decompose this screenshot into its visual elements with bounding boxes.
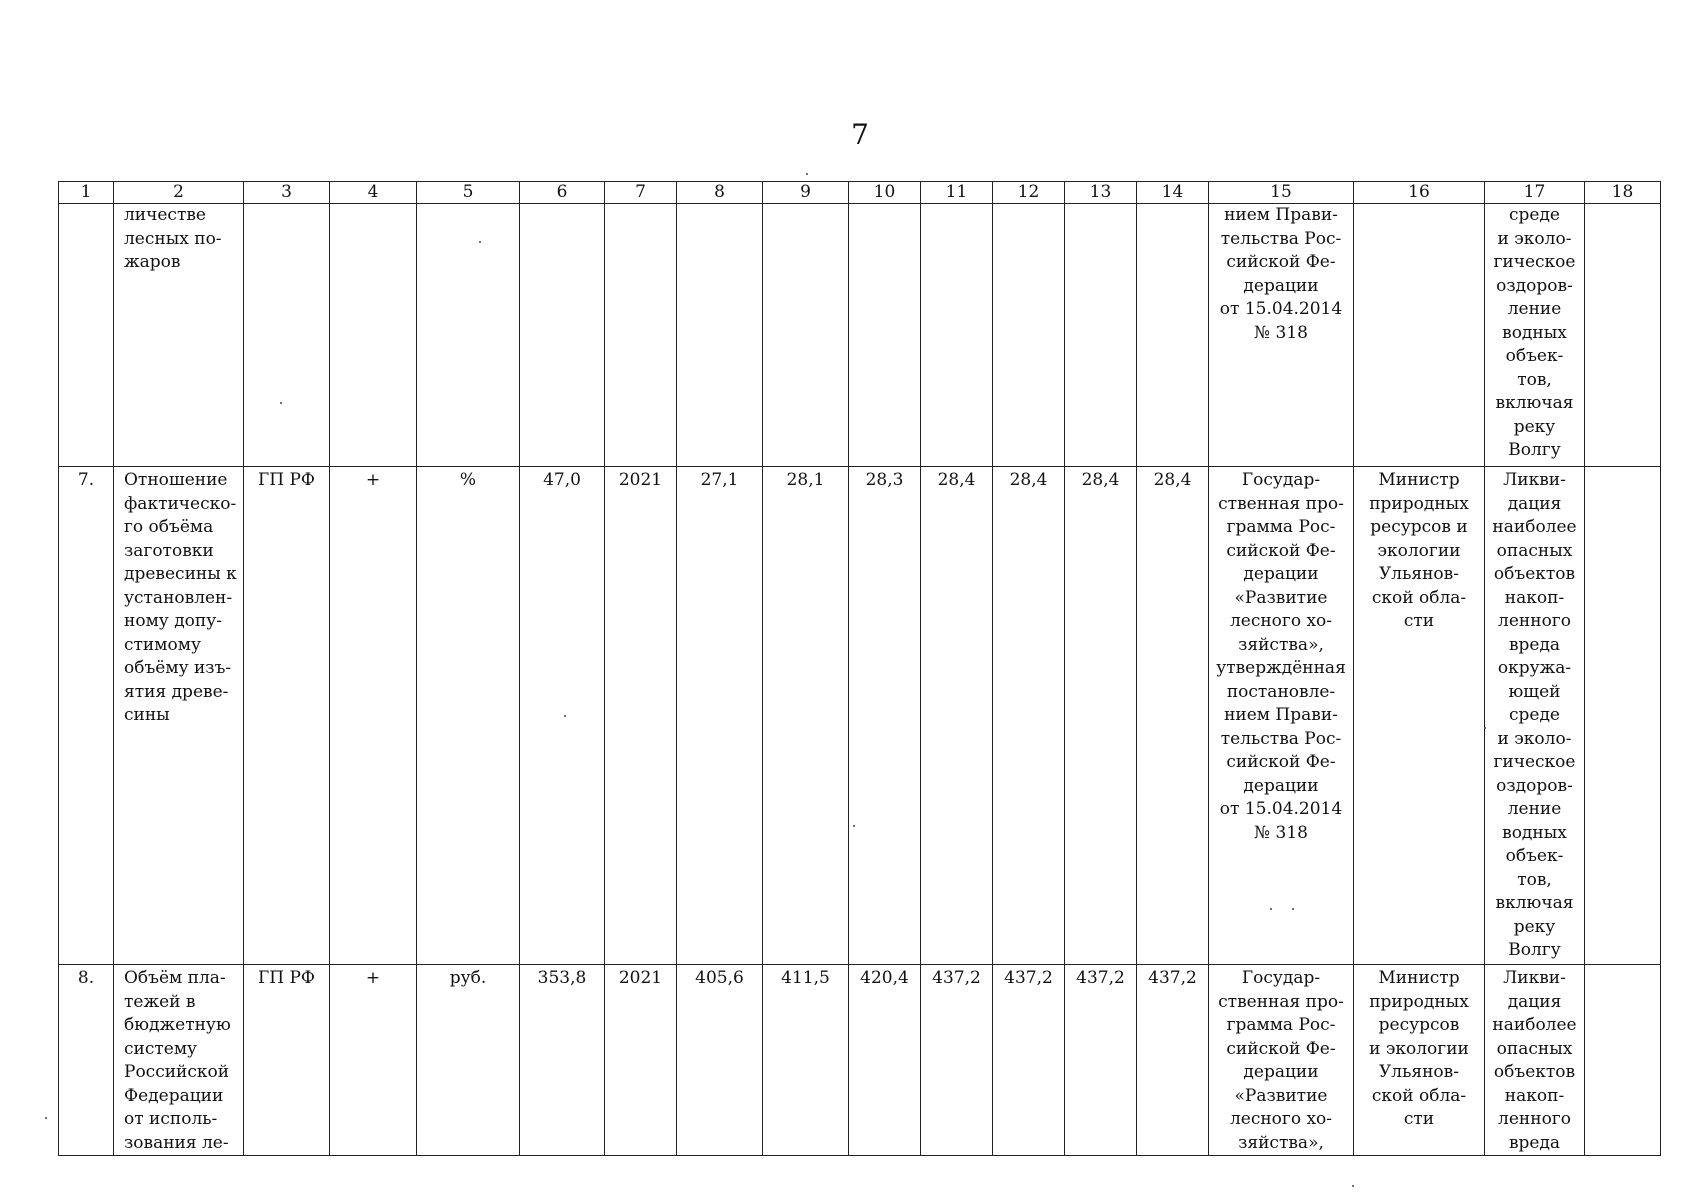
value-cell: [849, 204, 921, 467]
goal-cell: Ликви- дация наиболее опасных объектов накоп- ленного вреда окружа- ющей среде и эколо- гическое оздоров- ление водных объек- тов, включая реку Волгу: [1485, 467, 1585, 965]
column-number: 11: [921, 182, 993, 204]
goal-cell: среде и эколо- гическое оздоров- ление водных объек- тов, включая реку Волгу: [1485, 204, 1585, 467]
scan-speck: [1484, 727, 1486, 729]
base-year-cell: 2021: [605, 467, 677, 965]
indicator-name-cell: личестве лесных по- жаров: [114, 204, 244, 467]
column-number: 10: [849, 182, 921, 204]
column-number-row: [59, 182, 1661, 204]
column-number: 8: [677, 182, 763, 204]
column-number: 5: [417, 182, 520, 204]
unit-cell: %: [417, 467, 520, 965]
value-cell: 437,2: [1065, 965, 1137, 1156]
program-cell: нием Прави- тельства Рос- сийской Фе- дерации от 15.04.2014 № 318: [1209, 204, 1354, 467]
base-value-cell: [520, 204, 605, 467]
column-number: 17: [1485, 182, 1585, 204]
column-number: 1: [59, 182, 114, 204]
row-number-cell: 8.: [59, 965, 114, 1156]
value-cell: [1065, 204, 1137, 467]
responsible-cell: [1354, 204, 1485, 467]
table-row: [59, 965, 1661, 1156]
unit-cell: руб.: [417, 965, 520, 1156]
value-cell: 27,1: [677, 467, 763, 965]
value-cell: [763, 204, 849, 467]
responsible-cell: Министр природных ресурсов и экологии Ульянов- ской обла- сти: [1354, 965, 1485, 1156]
value-cell: 28,1: [763, 467, 849, 965]
scan-speck: [479, 241, 481, 243]
source-cell: [244, 204, 330, 467]
flag-cell: [330, 204, 417, 467]
scan-speck: [564, 715, 566, 717]
responsible-cell: Министр природных ресурсов и экологии Ульянов- ской обла- сти: [1354, 467, 1485, 965]
goal-cell: Ликви- дация наиболее опасных объектов накоп- ленного вреда: [1485, 965, 1585, 1156]
base-year-cell: [605, 204, 677, 467]
source-cell: ГП РФ: [244, 965, 330, 1156]
indicator-name-cell: Объём пла- тежей в бюджетную систему Российской Федерации от исполь- зования ле-: [114, 965, 244, 1156]
flag-cell: +: [330, 965, 417, 1156]
row-number-cell: [59, 204, 114, 467]
value-cell: 420,4: [849, 965, 921, 1156]
base-value-cell: 47,0: [520, 467, 605, 965]
column-number: 13: [1065, 182, 1137, 204]
table-row: [59, 467, 1661, 965]
value-cell: [993, 204, 1065, 467]
row-number-cell: 7.: [59, 467, 114, 965]
empty-cell: [1585, 965, 1661, 1156]
scan-speck: [1292, 908, 1294, 910]
column-number: 3: [244, 182, 330, 204]
base-year-cell: 2021: [605, 965, 677, 1156]
base-value-cell: 353,8: [520, 965, 605, 1156]
column-number: 9: [763, 182, 849, 204]
source-cell: ГП РФ: [244, 467, 330, 965]
value-cell: 437,2: [921, 965, 993, 1156]
value-cell: 28,4: [993, 467, 1065, 965]
scan-speck: [280, 402, 282, 404]
unit-cell: [417, 204, 520, 467]
value-cell: 28,3: [849, 467, 921, 965]
value-cell: 28,4: [1137, 467, 1209, 965]
scan-speck: [45, 1117, 47, 1119]
column-number: 7: [605, 182, 677, 204]
column-number: 4: [330, 182, 417, 204]
empty-cell: [1585, 467, 1661, 965]
value-cell: 28,4: [921, 467, 993, 965]
scan-speck: [806, 173, 808, 175]
table-row: [59, 204, 1661, 467]
program-cell: Государ- ственная про- грамма Рос- сийской Фе- дерации «Развитие лесного хо- зяйства», утверждённая постановле- нием Прави- тельства Рос- сийской Фе- дерации от 15.04.2014 № 318: [1209, 467, 1354, 965]
scan-speck: [1352, 1185, 1354, 1187]
value-cell: 405,6: [677, 965, 763, 1156]
value-cell: 28,4: [1065, 467, 1137, 965]
column-number: 15: [1209, 182, 1354, 204]
flag-cell: +: [330, 467, 417, 965]
column-number: 2: [114, 182, 244, 204]
value-cell: [1137, 204, 1209, 467]
column-number: 14: [1137, 182, 1209, 204]
value-cell: 437,2: [1137, 965, 1209, 1156]
column-number: 18: [1585, 182, 1661, 204]
value-cell: [677, 204, 763, 467]
value-cell: [921, 204, 993, 467]
value-cell: 437,2: [993, 965, 1065, 1156]
program-cell: Государ- ственная про- грамма Рос- сийской Фе- дерации «Развитие лесного хо- зяйства»,: [1209, 965, 1354, 1156]
indicator-name-cell: Отношение фактическо- го объёма заготовки древесины к установлен- ному допу- стимому объёму изъ- ятия древе- сины: [114, 467, 244, 965]
empty-cell: [1585, 204, 1661, 467]
scan-speck: [853, 825, 855, 827]
indicators-table: [58, 181, 1661, 1156]
column-number: 6: [520, 182, 605, 204]
column-number: 16: [1354, 182, 1485, 204]
value-cell: 411,5: [763, 965, 849, 1156]
page-number: 7: [851, 118, 869, 151]
scan-speck: [1270, 908, 1272, 910]
column-number: 12: [993, 182, 1065, 204]
